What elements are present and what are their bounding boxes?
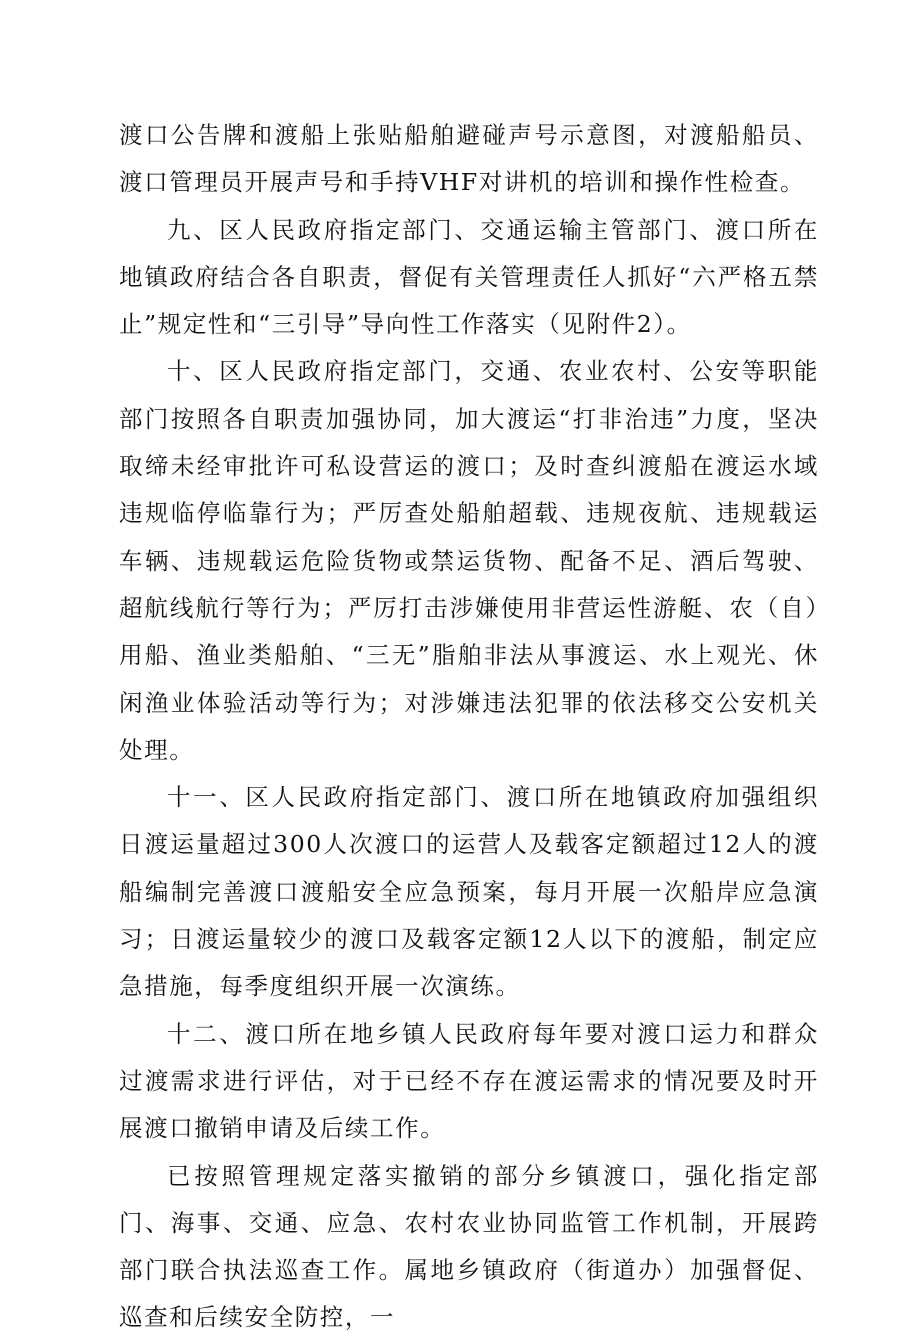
document-body [119,112,819,1342]
paragraph-item-9: 九、区人民政府指定部门、交通运输主管部门、渡口所在地镇政府结合各自职责，督促有关管理责任人抓好“六严格五禁止”规定性和“三引导”导向性工作落实（见附件2）。 [119,215,819,339]
paragraph-item-11: 十一、区人民政府指定部门、渡口所在地镇政府加强组织日渡运量超过300人次渡口的运营人及载客定额超过12人的渡船编制完善渡口渡船安全应急预案，每月开展一次船岸应急演习；日渡运量较少的渡口及载客定额12人以下的渡船，制定应急措施，每季度组织开展一次演练。 [119,783,819,1001]
paragraph-ferry-notice-continuation: 渡口公告牌和渡船上张贴船舶避碰声号示意图，对渡船船员、渡口管理员开展声号和手持VHF对讲机的培训和操作性检查。 [119,121,819,197]
paragraph-item-12: 十二、渡口所在地乡镇人民政府每年要对渡口运力和群众过渡需求进行评估，对于已经不存在渡运需求的情况要及时开展渡口撤销申请及后续工作。 [119,1019,819,1143]
paragraph-revoked-ferries: 已按照管理规定落实撤销的部分乡镇渡口，强化指定部门、海事、交通、应急、农村农业协同监管工作机制，开展跨部门联合执法巡查工作。属地乡镇政府（街道办）加强督促、巡查和后续安全防控，一 [119,1161,819,1332]
paragraph-item-10: 十、区人民政府指定部门，交通、农业农村、公安等职能部门按照各自职责加强协同，加大渡运“打非治违”力度，坚决取缔未经审批许可私设营运的渡口；及时查纠渡船在渡运水域违规临停临靠行为；严厉查处船舶超载、违规夜航、违规载运车辆、违规载运危险货物或禁运货物、配备不足、酒后驾驶、超航线航行等行为；严厉打击涉嫌使用非营运性游艇、农（自）用船、渔业类船舶、“三无”脂舶非法从事渡运、水上观光、休闲渔业体验活动等行为；对涉嫌违法犯罪的依法移交公安机关处理。 [119,357,819,764]
